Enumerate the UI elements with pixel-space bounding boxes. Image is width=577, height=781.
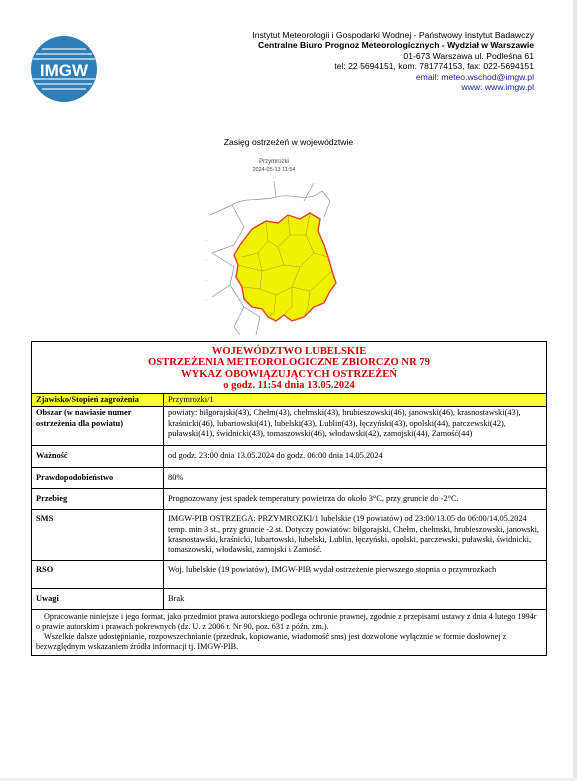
svg-text:--: -- (205, 258, 208, 262)
row-label: Przebieg (32, 489, 164, 510)
imgw-logo (30, 35, 98, 103)
www-link[interactable]: www: www.imgw.pl (461, 82, 534, 93)
logo-text: IMGW (39, 61, 89, 80)
row-label: Prawdopodobieństwo (32, 467, 164, 488)
issue-time: o godz. 11:54 dnia 13.05.2024 (223, 379, 355, 391)
row-label: Ważność (32, 446, 164, 467)
row-value: powiaty: biłgorajski(43), Chełm(43), chełmski(43), hrubieszowski(46), janowski(46), krasnostawski(43), kraśnicki(46), lubartowski(41), lubelski(43), Lublin(43), łęczyński(43), opolski(44), parczewski(42), puławski(41), świdnicki(43), tomaszowski(46), włodawski(42), zamojski(44), Zamość(44) (164, 407, 547, 446)
map-timestamp: 2024-05-13 11:54 (252, 167, 296, 173)
svg-text:--: -- (205, 238, 208, 242)
row-value: Przymrozki/1 (164, 394, 547, 407)
institute-name: Instytut Meteorologii i Gospodarki Wodnej - Państwowy Instytut Badawczy (252, 30, 534, 40)
copyright-paragraph: Opracowanie niniejsze i jego format, jako przedmiot prawa autorskiego podlega ochronie prawnej, zgodnie z przepisami ustawy z dnia 4 lutego 1994r o prawie autorskim i prawach pokrewnych (dz. U. z 2006 r. Nr 90, poz. 631 z późn. zm.). (36, 611, 537, 631)
row-label: Zjawisko/Stopień zagrożenia (32, 394, 164, 407)
institution-header (252, 30, 534, 92)
table-row-area (32, 407, 547, 446)
phone-line: tel: 22 5694151, kom. 781774153, fax: 022-5694151 (334, 61, 534, 72)
svg-text:--: -- (205, 298, 208, 302)
page-edge (573, 0, 577, 781)
row-label: SMS (32, 510, 164, 560)
table-row-sms (32, 510, 547, 560)
warning-map (204, 157, 344, 335)
row-value: Brak (164, 588, 547, 609)
map-title: Przymrozki (259, 159, 289, 165)
table-row-footer (32, 609, 547, 655)
address: 01-673 Warszawa ul. Podleśna 61 (403, 50, 534, 61)
row-value: Woj. lubelskie (19 powiatów), IMGW-PIB wydał ostrzeżenie pierwszego stopnia o przymrozkach (164, 560, 547, 588)
row-value: od godz. 23:00 dnia 13.05.2024 do godz. 06:00 dnia 14.05.2024 (164, 446, 547, 467)
row-label: Obszar (w nawiasie numer ostrzeżenia dla powiatu) (32, 407, 164, 446)
table-row-rso (32, 560, 547, 588)
table-row-course (32, 489, 547, 510)
copyright-notice (32, 609, 547, 655)
table-row-remarks (32, 588, 547, 609)
row-value: Prognozowany jest spadek temperatury powietrza do około 3°C, przy gruncie do -2°C. (164, 489, 547, 510)
warning-title (32, 342, 547, 394)
row-value: IMGW-PIB OSTRZEGA: PRZYMROZKI/1 lubelskie (19 powiatów) od 23:00/13.05 do 06:00/14.05.2024 temp. min 3 st., przy gruncie -2 st. Dotyczy powiatów: biłgorajski, Chełm, chełmski, hrubieszowski, janowski, krasnostawski, kraśnicki, lubartowski, lubelski, Lublin, łęczyński, opolski, parczewski, puławski, świdnicki, tomaszowski, włodawski, zamojski i Zamość. (164, 510, 547, 560)
table-row-probability (32, 467, 547, 488)
row-value: 80% (164, 467, 547, 488)
email-link[interactable]: email: meteo.wschod@imgw.pl (415, 71, 534, 82)
map-axis-ticks (205, 238, 208, 302)
table-row-validity (32, 446, 547, 467)
row-label: Uwagi (32, 588, 164, 609)
map-caption: Zasięg ostrzeżeń w województwie (223, 137, 354, 147)
svg-text:--: -- (205, 278, 208, 282)
table-row-phenomenon (32, 394, 547, 407)
lubelskie-region (234, 213, 336, 321)
warning-number-title: OSTRZEŻENIA METEOROLOGICZNE ZBIORCZO NR 79 (148, 357, 430, 369)
row-label: RSO (32, 560, 164, 588)
voivodeship-title: WOJEWÓDZTWO LUBELSKIE (211, 346, 367, 357)
list-title: WYKAZ OBOWIĄZUJĄCYCH OSTRZEŻEŃ (180, 368, 398, 380)
warning-table (31, 341, 547, 656)
redistribution-paragraph: Wszelkie dalsze udostępnianie, rozpowszechnianie (przedruk, kopiowanie, wiadomość sms) jest dozwolone wyłącznie w formie dosłownej z bezwzględnym wskazaniem źródła informacji tj. IMGW-PIB. (36, 631, 507, 651)
department-name: Centralne Biuro Prognoz Meteorologicznych - Wydział w Warszawie (258, 40, 534, 51)
